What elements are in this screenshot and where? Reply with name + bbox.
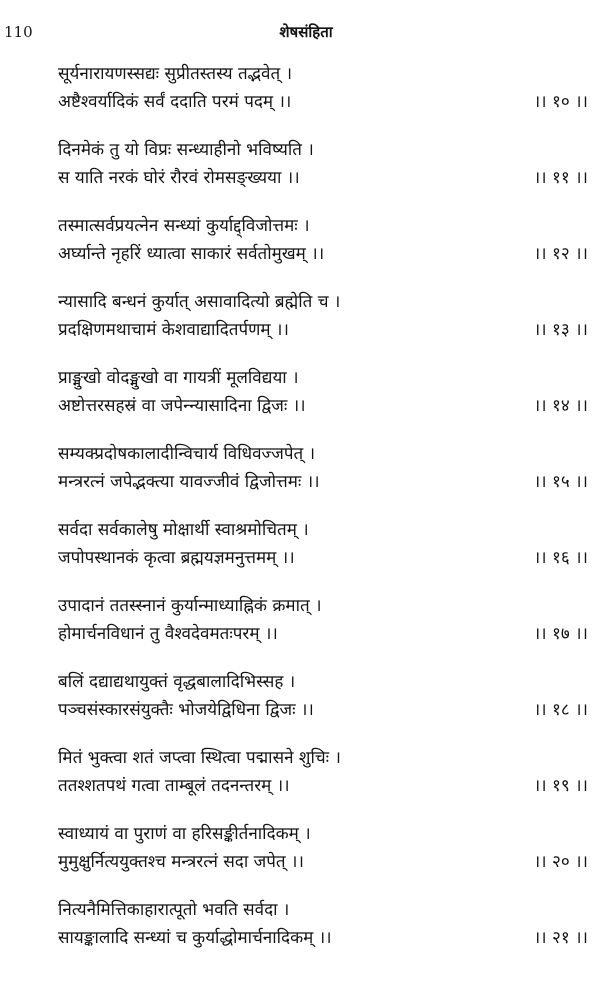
- verse-line-1: उपादानं ततस्स्नानं कुर्यान्माध्याह्निकं क्रमात् ।: [58, 596, 322, 616]
- verse-number: ।। १९ ।।: [533, 776, 588, 796]
- verse-12: [0, 209, 600, 285]
- verse-line-2: प्रदक्षिणमथाचामं केशवाद्यादितर्पणम् ।।: [58, 320, 289, 340]
- verse-number: ।। १२ ।।: [533, 244, 588, 264]
- verse-line-1: तस्मात्सर्वप्रयत्नेन सन्ध्यां कुर्याद्द्विजोत्तमः ।: [58, 216, 310, 236]
- verse-number: ।। १६ ।।: [533, 548, 588, 568]
- verse-line-2: जपोपस्थानकं कृत्वा ब्रह्मयज्ञमनुत्तमम् ।।: [58, 548, 295, 568]
- verse-21: [0, 893, 600, 969]
- verse-15: [0, 437, 600, 513]
- verse-line-2: मन्त्ररत्नं जपेद्भक्त्या यावज्जीवं द्विजोत्तमः ।।: [58, 472, 320, 492]
- verse-line-2: अर्घ्यान्ते नृहरिं ध्यात्वा साकारं सर्वतोमुखम् ।।: [58, 244, 325, 264]
- verse-line-2: पञ्चसंस्कारसंयुक्तैः भोजयेद्विधिना द्विजः ।।: [58, 700, 314, 720]
- verse-line-1: प्राङ्मुखो वोदङ्मुखो वा गायत्रीं मूलविद्यया ।: [58, 368, 299, 388]
- verse-number: ।। १८ ।।: [533, 700, 588, 720]
- verse-number: ।। २१ ।।: [533, 928, 588, 948]
- verse-list: [0, 57, 600, 969]
- verse-line-2: स याति नरकं घोरं रौरवं रोमसङ्ख्यया ।।: [58, 168, 300, 188]
- verse-line-2: सायङ्कालादि सन्ध्यां च कुर्याद्धोमार्चनादिकम् ।।: [58, 928, 332, 948]
- verse-line-2: अष्टोत्तरसहस्रं वा जपेन्न्यासादिना द्विजः ।।: [58, 396, 306, 416]
- verse-line-1: नित्यनैमित्तिकाहारात्पूतो भवति सर्वदा ।: [58, 900, 290, 920]
- verse-13: [0, 285, 600, 361]
- verse-11: [0, 133, 600, 209]
- verse-14: [0, 361, 600, 437]
- verse-number: ।। २० ।।: [533, 852, 588, 872]
- verse-line-1: न्यासादि बन्धनं कुर्यात् असावादित्यो ब्रह्मेति च ।: [58, 292, 341, 312]
- verse-number: ।। १० ।।: [533, 92, 588, 112]
- verse-17: [0, 589, 600, 665]
- verse-number: ।। १७ ।।: [533, 624, 588, 644]
- verse-line-1: सूर्यनारायणस्सद्यः सुप्रीतस्तस्य तद्भवेत् ।: [58, 64, 293, 84]
- verse-number: ।। १३ ।।: [533, 320, 588, 340]
- verse-18: [0, 665, 600, 741]
- verse-line-1: मितं भुक्त्वा शतं जप्त्वा स्थित्वा पद्मासने शुचिः ।: [58, 748, 341, 768]
- verse-20: [0, 817, 600, 893]
- verse-line-1: स्वाध्यायं वा पुराणं वा हरिसङ्कीर्तनादिकम् ।: [58, 824, 311, 844]
- verse-number: ।। १५ ।।: [533, 472, 588, 492]
- verse-line-2: मुमुक्षुर्नित्ययुक्तश्च मन्त्ररत्नं सदा जपेत् ।।: [58, 852, 304, 872]
- verse-line-1: सर्वदा सर्वकालेषु मोक्षार्थी स्वाश्रमोचितम् ।: [58, 520, 309, 540]
- verse-number: ।। ११ ।।: [533, 168, 588, 188]
- page-number: 110: [4, 23, 33, 41]
- verse-line-1: बलिं दद्याद्यथायुक्तं वृद्धबालादिभिस्सह ।: [58, 672, 296, 692]
- verse-line-2: ततश्शतपथं गत्वा ताम्बूलं तदनन्तरम् ।।: [58, 776, 290, 796]
- verse-line-2: अष्टैश्वर्यादिकं सर्वं ददाति परमं पदम् ।।: [58, 92, 292, 112]
- running-title: शेषसंहिता: [279, 23, 333, 41]
- verse-19: [0, 741, 600, 817]
- verse-line-1: दिनमेकं तु यो विप्रः सन्ध्याहीनो भविष्यति ।: [58, 140, 314, 160]
- verse-line-2: होमार्चनविधानं तु वैश्वदेवमतःपरम् ।।: [58, 624, 278, 644]
- verse-16: [0, 513, 600, 589]
- verse-number: ।। १४ ।।: [533, 396, 588, 416]
- verse-line-1: सम्यक्प्रदोषकालादीन्विचार्य विधिवज्जपेत् ।: [58, 444, 316, 464]
- verse-10: [0, 57, 600, 133]
